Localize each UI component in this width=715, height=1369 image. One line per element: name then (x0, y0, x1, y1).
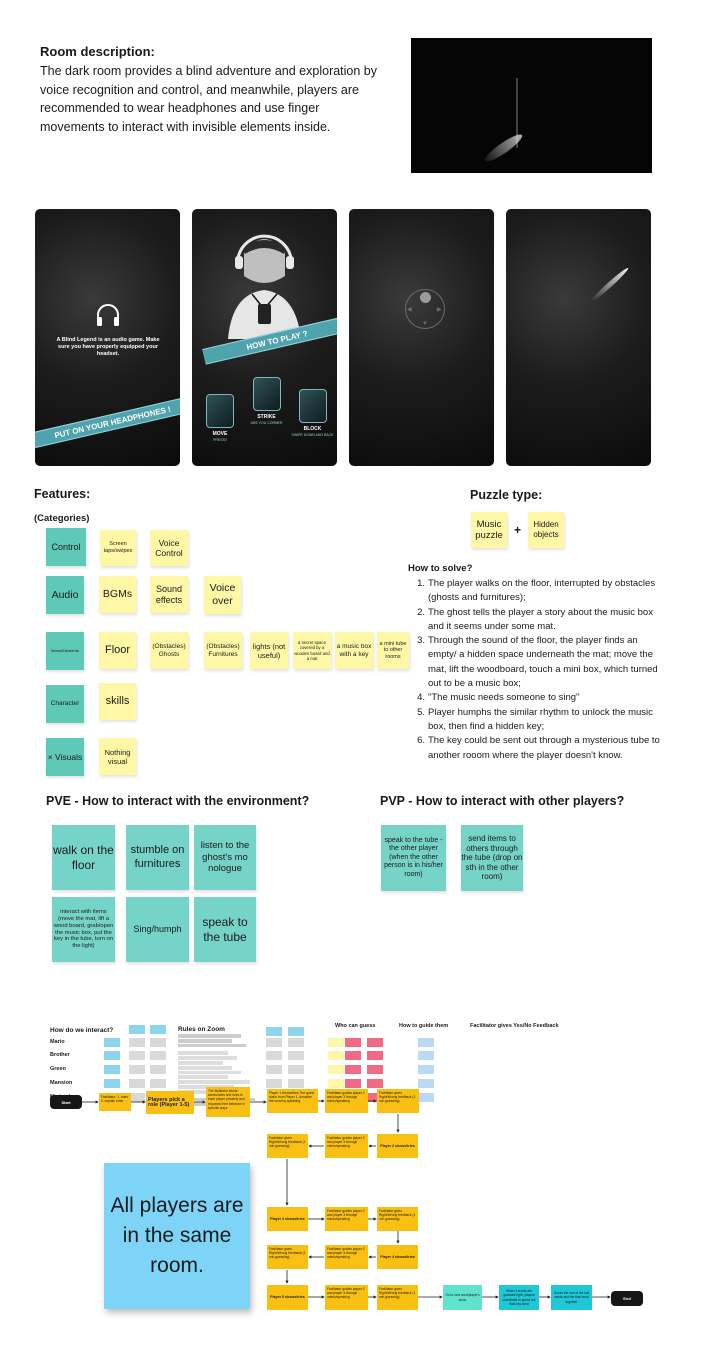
feature-note: Screen taps/swipes (100, 530, 136, 566)
block-label: BLOCK (303, 426, 322, 432)
flow-step: Facilitator gives Right/Wrong feedback (1 min guessing) (377, 1285, 418, 1310)
name-label: Mario (50, 1039, 65, 1045)
solve-step: 5. Player humphs the similar rhythm to unlock the music box, then find a hidden key; (417, 706, 653, 732)
pve-note: stumble on furnitures (126, 825, 189, 890)
rules-on-zoom-label: Rules on Zoom (178, 1026, 225, 1033)
facilitator-feedback-label: Facilitator gives Yes/No Feedback (470, 1023, 559, 1029)
arrow-left-icon: ◀ (407, 307, 412, 313)
pvp-title: PVP - How to interact with other players? (380, 794, 625, 808)
feature-note: a secret space covered by a wooden board and a mat (293, 632, 331, 669)
strike-label: STRIKE (257, 414, 276, 420)
how-to-guide-label: How to guide them (399, 1023, 449, 1029)
feature-note: (Obstacles) Ghosts (150, 632, 188, 669)
category-items: Items/Elements (46, 632, 84, 670)
room-description-text: The dark room provides a blind adventure and exploration by voice recognition and control, and meanwhile, players are recommended to wear headphones and use finger movements to interact with invisible elements inside. (40, 64, 378, 134)
pve-note: listen to the ghost's mo nologue (194, 825, 256, 890)
solve-step: 1. The player walks on the floor, interrupted by obstacles (ghosts and furnitures); (417, 578, 656, 604)
room-description-title: Room description: (40, 44, 155, 59)
how-interact-label: How do we interact? (50, 1027, 114, 1034)
pve-note: walk on the floor (52, 825, 115, 890)
flow-step: Facilitator gives Right/Wrong feedback (1 min guessing) (267, 1245, 308, 1269)
pve-note: speak to the tube (194, 897, 256, 962)
name-label: Mansion (50, 1080, 73, 1086)
flow-step: Facilitator guides player 2 and player 3 through mimic/speaking (325, 1245, 368, 1269)
flow-step: Facilitator guides player 2 and player 3 through mimic/speaking (325, 1134, 368, 1158)
flow-step: When 4 words are guessed right, players coordinate to guess the final key word (499, 1285, 539, 1310)
category-visuals: × Visuals (46, 738, 84, 776)
move-sub-label: PRESS!! (213, 438, 227, 442)
arrow-right-icon: ▶ (437, 307, 442, 313)
feature-note: Nothing visual (99, 738, 136, 775)
solve-step: 3. Through the sound of the floor, the player finds an empty/ a hidden space underneath the mat; move the mat, lift the woodboard, touch a mini box, which turned out to be a music box; (417, 635, 658, 690)
who-can-guess-label: Who can guess (335, 1023, 376, 1029)
pve-note: Sing/humph (126, 897, 189, 962)
how-to-play-banner: HOW TO PLAY ? (202, 315, 337, 364)
feature-note: BGMs (99, 576, 136, 613)
flow-end: End (611, 1291, 643, 1306)
name-label: Green (50, 1066, 66, 1072)
feature-note: (Obstacles) Furnitures (204, 632, 242, 669)
move-label: MOVE (212, 431, 228, 437)
categories-label: (Categories) (34, 513, 90, 524)
name-label: Brother (50, 1052, 70, 1058)
solve-step: 6. The key could be sent out through a mysterious tube to another rooom where the player doesn't know. (417, 735, 660, 761)
flow-step: Facilitator guides player 2 and player 3 through mimic/speaking (325, 1089, 368, 1113)
arrow-down-icon: ▼ (422, 321, 428, 327)
flow-step: The facilitator sends words/roles and rules to each player privately and requests their behavior in specific ways (206, 1087, 250, 1117)
flow-step: Facilitator guides player 2 and player 3 through mimic/speaking (325, 1207, 368, 1231)
plus-sign: + (514, 523, 522, 537)
flow-step: Player 2 shows/tries (377, 1134, 418, 1158)
category-control: Control (46, 528, 86, 566)
features-title: Features: (34, 487, 91, 501)
flow-step: Facilitator gives Right/Wrong feedback (1 min guessing) (267, 1134, 308, 1158)
solve-step: 4. "The music needs someone to sing" (417, 692, 580, 704)
pve-title: PVE - How to interact with the environment? (46, 794, 310, 808)
puzzle-type-hidden: Hidden objects (528, 512, 564, 548)
flow-step: Facilitator gives Right/Wrong feedback (1 min guessing) (377, 1089, 419, 1113)
puzzle-type-title: Puzzle type: (470, 488, 543, 502)
flow-step: Facilitator guides player 2 and player 3 through mimic/speaking (325, 1285, 368, 1310)
category-character: Character (46, 685, 84, 723)
category-audio: Audio (46, 576, 84, 614)
flow-step: Player 3 shows/tries (267, 1207, 308, 1231)
how-to-solve-title: How to solve? (408, 563, 473, 574)
pve-note: interact with items (move the mat, lift a wood board, grab/open the music box, put the key in the tube, turn on the light) (52, 897, 115, 962)
flow-step: Go to next word/player's show (443, 1285, 482, 1310)
all-players-note: All players are in the same room. (104, 1163, 250, 1309)
feature-note: a mini tube to other rooms (377, 632, 409, 669)
feature-note: skills (99, 683, 136, 720)
flow-step: Guess the rest of the lost words and the final word together (551, 1285, 592, 1310)
puzzle-type-music: Music puzzle (471, 512, 507, 548)
flow-step: Facilitator gives Right/Wrong feedback (1 min guessing) (377, 1207, 418, 1231)
feature-note: Voice over (204, 576, 241, 614)
flow-start: Start (50, 1095, 82, 1109)
feature-note: Sound effects (150, 576, 188, 613)
flow-step: Player 1 shows/tries The guest starts from Player 1, describe the word by speaking (267, 1089, 318, 1113)
feature-note: Voice Control (150, 530, 188, 566)
feature-note: lights (not useful) (250, 632, 288, 669)
strike-sub-label: ARE YOU CORNER (250, 421, 283, 425)
flow-step: Player 5 shows/tries (267, 1285, 308, 1310)
flow-step: Player 4 shows/tries (377, 1245, 418, 1269)
pvp-note: send items to others through the tube (drop on sth in the other room) (461, 825, 523, 891)
solve-step: 2. The ghost tells the player a story about the music box and it seems under some mat. (417, 606, 653, 632)
feature-note: Floor (99, 632, 136, 669)
feature-note: a music box with a key (335, 632, 373, 669)
screen-headphones-message: A Blind Legend is an audio game. Make sure you have properly equipped your headset. (56, 337, 160, 357)
put-on-headphones-banner: PUT ON YOUR HEADPHONES ! (35, 395, 180, 450)
flow-step: Facilitator: 1. rules 2. explain rules (99, 1093, 131, 1111)
block-sub-label: SWIPE DOWN AND BACK (291, 433, 334, 437)
pvp-note: speak to the tube - the other player (when the other person is in his/her room) (381, 825, 446, 891)
flow-step: Players pick a role (Player 1-5) (146, 1091, 194, 1114)
